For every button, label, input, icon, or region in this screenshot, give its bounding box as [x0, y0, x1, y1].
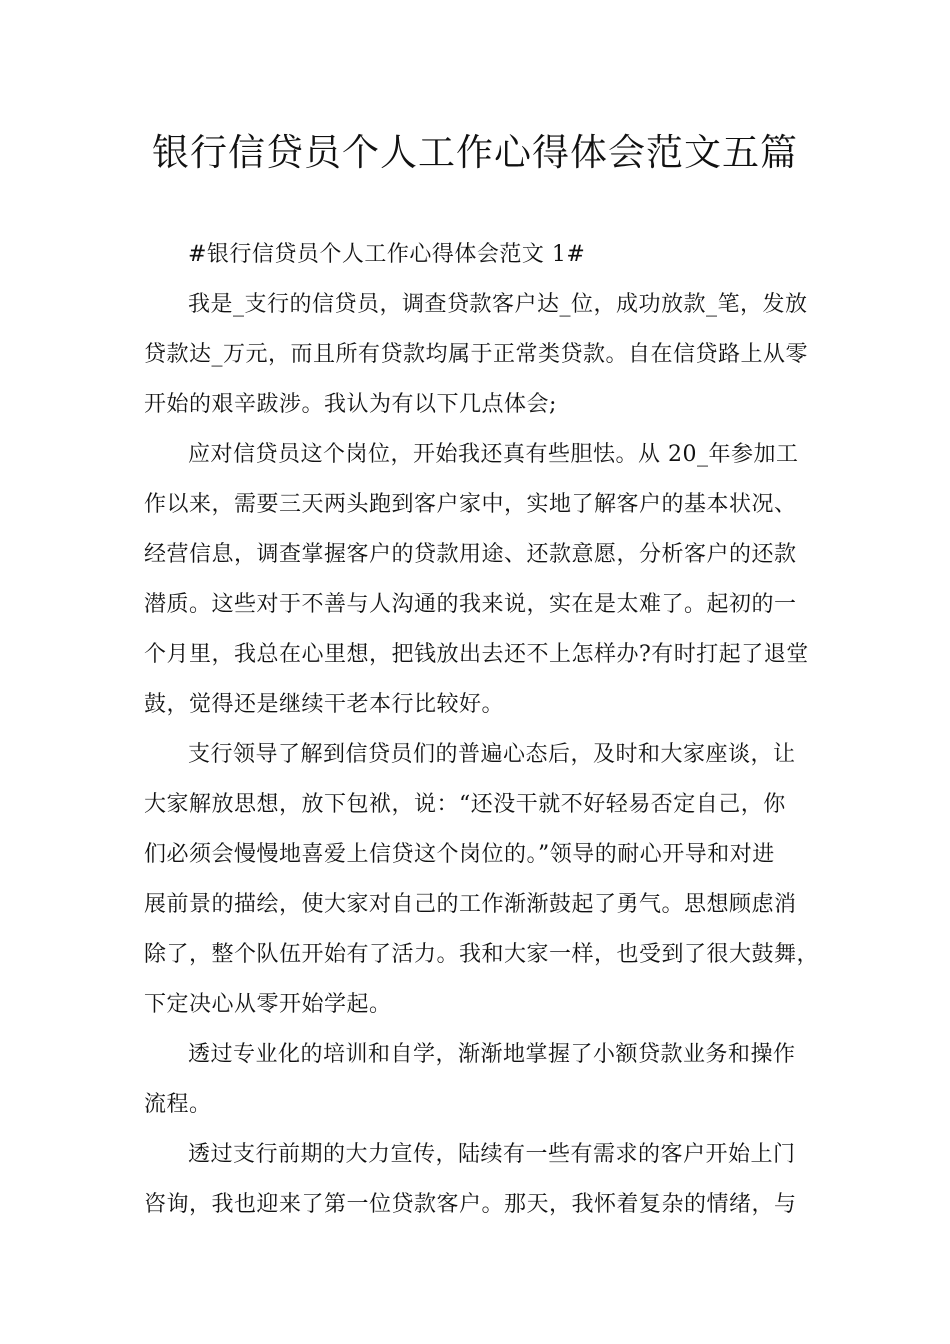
text-line: 下定决心从零开始学起。	[144, 992, 392, 1017]
text-line: 透过专业化的培训和自学，渐渐地掌握了小额贷款业务和操作	[188, 1042, 796, 1067]
text-line: 潜质。这些对于不善与人沟通的我来说，实在是太难了。起初的一	[144, 592, 797, 617]
document-body	[144, 230, 820, 1230]
text-line: 展前景的描绘，使大家对自己的工作渐渐鼓起了勇气。思想顾虑消	[144, 892, 797, 917]
paragraph	[144, 430, 809, 730]
text-line: 鼓，觉得还是继续干老本行比较好。	[144, 692, 505, 717]
paragraph	[144, 730, 820, 1030]
text-line: 开始的艰辛跋涉。我认为有以下几点体会;	[144, 392, 557, 417]
text-line: 支行领导了解到信贷员们的普遍心态后，及时和大家座谈，让	[188, 742, 796, 767]
text-line: 透过支行前期的大力宣传，陆续有一些有需求的客户开始上门	[188, 1142, 796, 1167]
text-line: 除了，整个队伍开始有了活力。我和大家一样，也受到了很大鼓舞，	[144, 942, 820, 967]
paragraph-section-heading	[144, 230, 809, 280]
text-line: 流程。	[144, 1092, 212, 1117]
text-line: 个月里，我总在心里想，把钱放出去还不上怎样办?有时打起了退堂	[144, 642, 809, 667]
text-line: 作以来，需要三天两头跑到客户家中，实地了解客户的基本状况、	[144, 492, 797, 517]
paragraph	[144, 280, 809, 430]
text-line: #银行信贷员个人工作心得体会范文 1#	[188, 242, 586, 267]
text-line: 应对信贷员这个岗位，开始我还真有些胆怯。从 20_年参加工	[188, 442, 799, 467]
paragraph	[144, 1130, 809, 1230]
text-line: 大家解放思想，放下包袱，说：“还没干就不好轻易否定自己，你	[144, 792, 786, 817]
text-line: 经营信息，调查掌握客户的贷款用途、还款意愿，分析客户的还款	[144, 542, 797, 567]
document-title: 银行信贷员个人工作心得体会范文五篇	[152, 131, 798, 174]
paragraph	[144, 1030, 809, 1130]
text-line: 们必须会慢慢地喜爱上信贷这个岗位的。”领导的耐心开导和对进	[144, 842, 775, 867]
text-line: 我是_支行的信贷员，调查贷款客户达_位，成功放款_笔，发放	[188, 292, 808, 317]
text-line: 贷款达_万元，而且所有贷款均属于正常类贷款。自在信贷路上从零	[144, 342, 809, 367]
text-line: 咨询，我也迎来了第一位贷款客户。那天，我怀着复杂的情绪，与	[144, 1192, 797, 1217]
